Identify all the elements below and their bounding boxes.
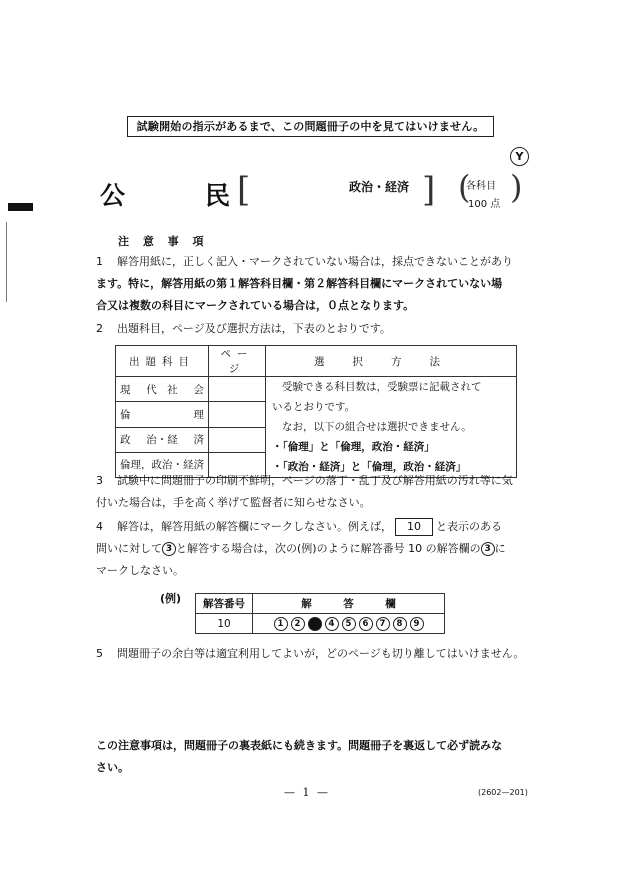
- example-bubbles: [253, 614, 445, 634]
- page-cell-3: [209, 427, 266, 452]
- footer-line-2: さい。: [96, 761, 129, 774]
- method-cell: [266, 377, 517, 478]
- th-method: 選択方法: [266, 346, 517, 377]
- subject-char-2: 民: [205, 181, 231, 210]
- item-4-num: 4: [96, 520, 103, 533]
- item-4: 4 解答は，解答用紙の解答欄にマークしなさい。例えば， 10 と表示のある 問いに対して 3 と解答する場合は，次の(例)のように解答番号 10 の解答欄の 3 に マークしなさい。: [96, 516, 536, 582]
- item-2-text: 出題科目，ページ及び選択方法は，下表のとおりです。: [117, 322, 391, 335]
- exam-code: (2602—201): [478, 788, 528, 797]
- example-answer-number: 10: [196, 614, 253, 634]
- subject-row-2: 倫 理: [116, 402, 209, 427]
- bubble-3-filled: 3: [308, 617, 322, 631]
- th-page: ページ: [209, 346, 266, 377]
- method-line-4: ・「倫理」と「倫理，政治・経済」: [272, 441, 435, 453]
- score-line-2: 100 点: [468, 199, 501, 210]
- page-cell-2: [209, 402, 266, 427]
- margin-mark: [8, 203, 33, 211]
- page-cell-1: [209, 377, 266, 402]
- footer-line-1: この注意事項は，問題冊子の裏表紙にも続きます。問題冊子を裏返して必ず読みな: [96, 739, 503, 752]
- margin-line: [6, 222, 7, 302]
- item-1: [96, 251, 536, 317]
- page-number: — 1 —: [284, 786, 330, 799]
- bracket-left: [: [237, 170, 251, 210]
- subject-table: [115, 345, 517, 478]
- th-subject: 出題科目: [116, 346, 209, 377]
- footer-note: [96, 735, 536, 779]
- method-line-2: いるとおりです。: [272, 401, 356, 413]
- item-3-line-2: 付いた場合は，手を高く挙げて監督者に知らせなさい。: [96, 496, 371, 509]
- example-col2-header: 解 答 欄: [253, 594, 445, 614]
- subject-row-3: 政 治・経 済: [116, 427, 209, 452]
- circled-3-icon: 3: [162, 542, 176, 556]
- item-3-num: 3: [96, 474, 103, 487]
- method-line-1: 受験できる科目数は，受験票に記載されて: [282, 381, 482, 393]
- paren-right: ): [510, 168, 523, 206]
- notes-heading: 注 意 事 項: [118, 235, 209, 248]
- version-mark: Y: [510, 147, 529, 166]
- example-col1-header: 解答番号: [196, 594, 253, 614]
- item-1-line-1: 解答用紙に，正しく記入・マークされていない場合は，採点できないことがあり: [117, 255, 513, 268]
- item-5: [96, 643, 536, 665]
- item-1-line-2: ます。特に，解答用紙の第１解答科目欄・第２解答科目欄にマークされていない場: [96, 277, 503, 290]
- bubble-6: 6: [359, 617, 373, 631]
- method-line-5: ・「政治・経済」と「倫理，政治・経済」: [272, 461, 467, 473]
- example-table: [195, 593, 445, 634]
- bubble-7: 7: [376, 617, 390, 631]
- item-1-num: 1: [96, 255, 103, 268]
- bracket-right: ]: [422, 170, 436, 210]
- example-label: (例): [160, 592, 182, 605]
- bubble-4: 4: [325, 617, 339, 631]
- method-line-3: なお，以下の組合せは選択できません。: [282, 421, 472, 433]
- item-1-line-3: 合又は複数の科目にマークされている場合は，０点となります。: [96, 299, 415, 312]
- bubble-9: 9: [410, 617, 424, 631]
- subject-char-1: 公: [100, 181, 126, 210]
- score-line-1: 各科目: [466, 181, 496, 192]
- subject-row-4: 倫理，政治・経済: [116, 452, 209, 477]
- bubble-2: 2: [291, 617, 305, 631]
- subject-row-1: 現 代 社 会: [116, 377, 209, 402]
- notice-box: 試験開始の指示があるまで、この問題冊子の中を見てはいけません。: [127, 116, 494, 137]
- bubble-1: 1: [274, 617, 288, 631]
- item-5-text: 問題冊子の余白等は適宜利用してよいが，どのページも切り離してはいけません。: [117, 647, 525, 660]
- item-3: [96, 470, 536, 514]
- item-2-num: 2: [96, 322, 103, 335]
- subject-sub: 政治・経済: [349, 180, 410, 194]
- bubble-5: 5: [342, 617, 356, 631]
- answer-number-box: 10: [395, 518, 433, 536]
- item-3-line-1: 試験中に問題冊子の印刷不鮮明，ページの落丁・乱丁及び解答用紙の汚れ等に気: [117, 474, 513, 487]
- item-2: [96, 318, 536, 340]
- paren-left: (: [458, 168, 471, 206]
- item-5-num: 5: [96, 647, 103, 660]
- bubble-8: 8: [393, 617, 407, 631]
- circled-3-icon-2: 3: [481, 542, 495, 556]
